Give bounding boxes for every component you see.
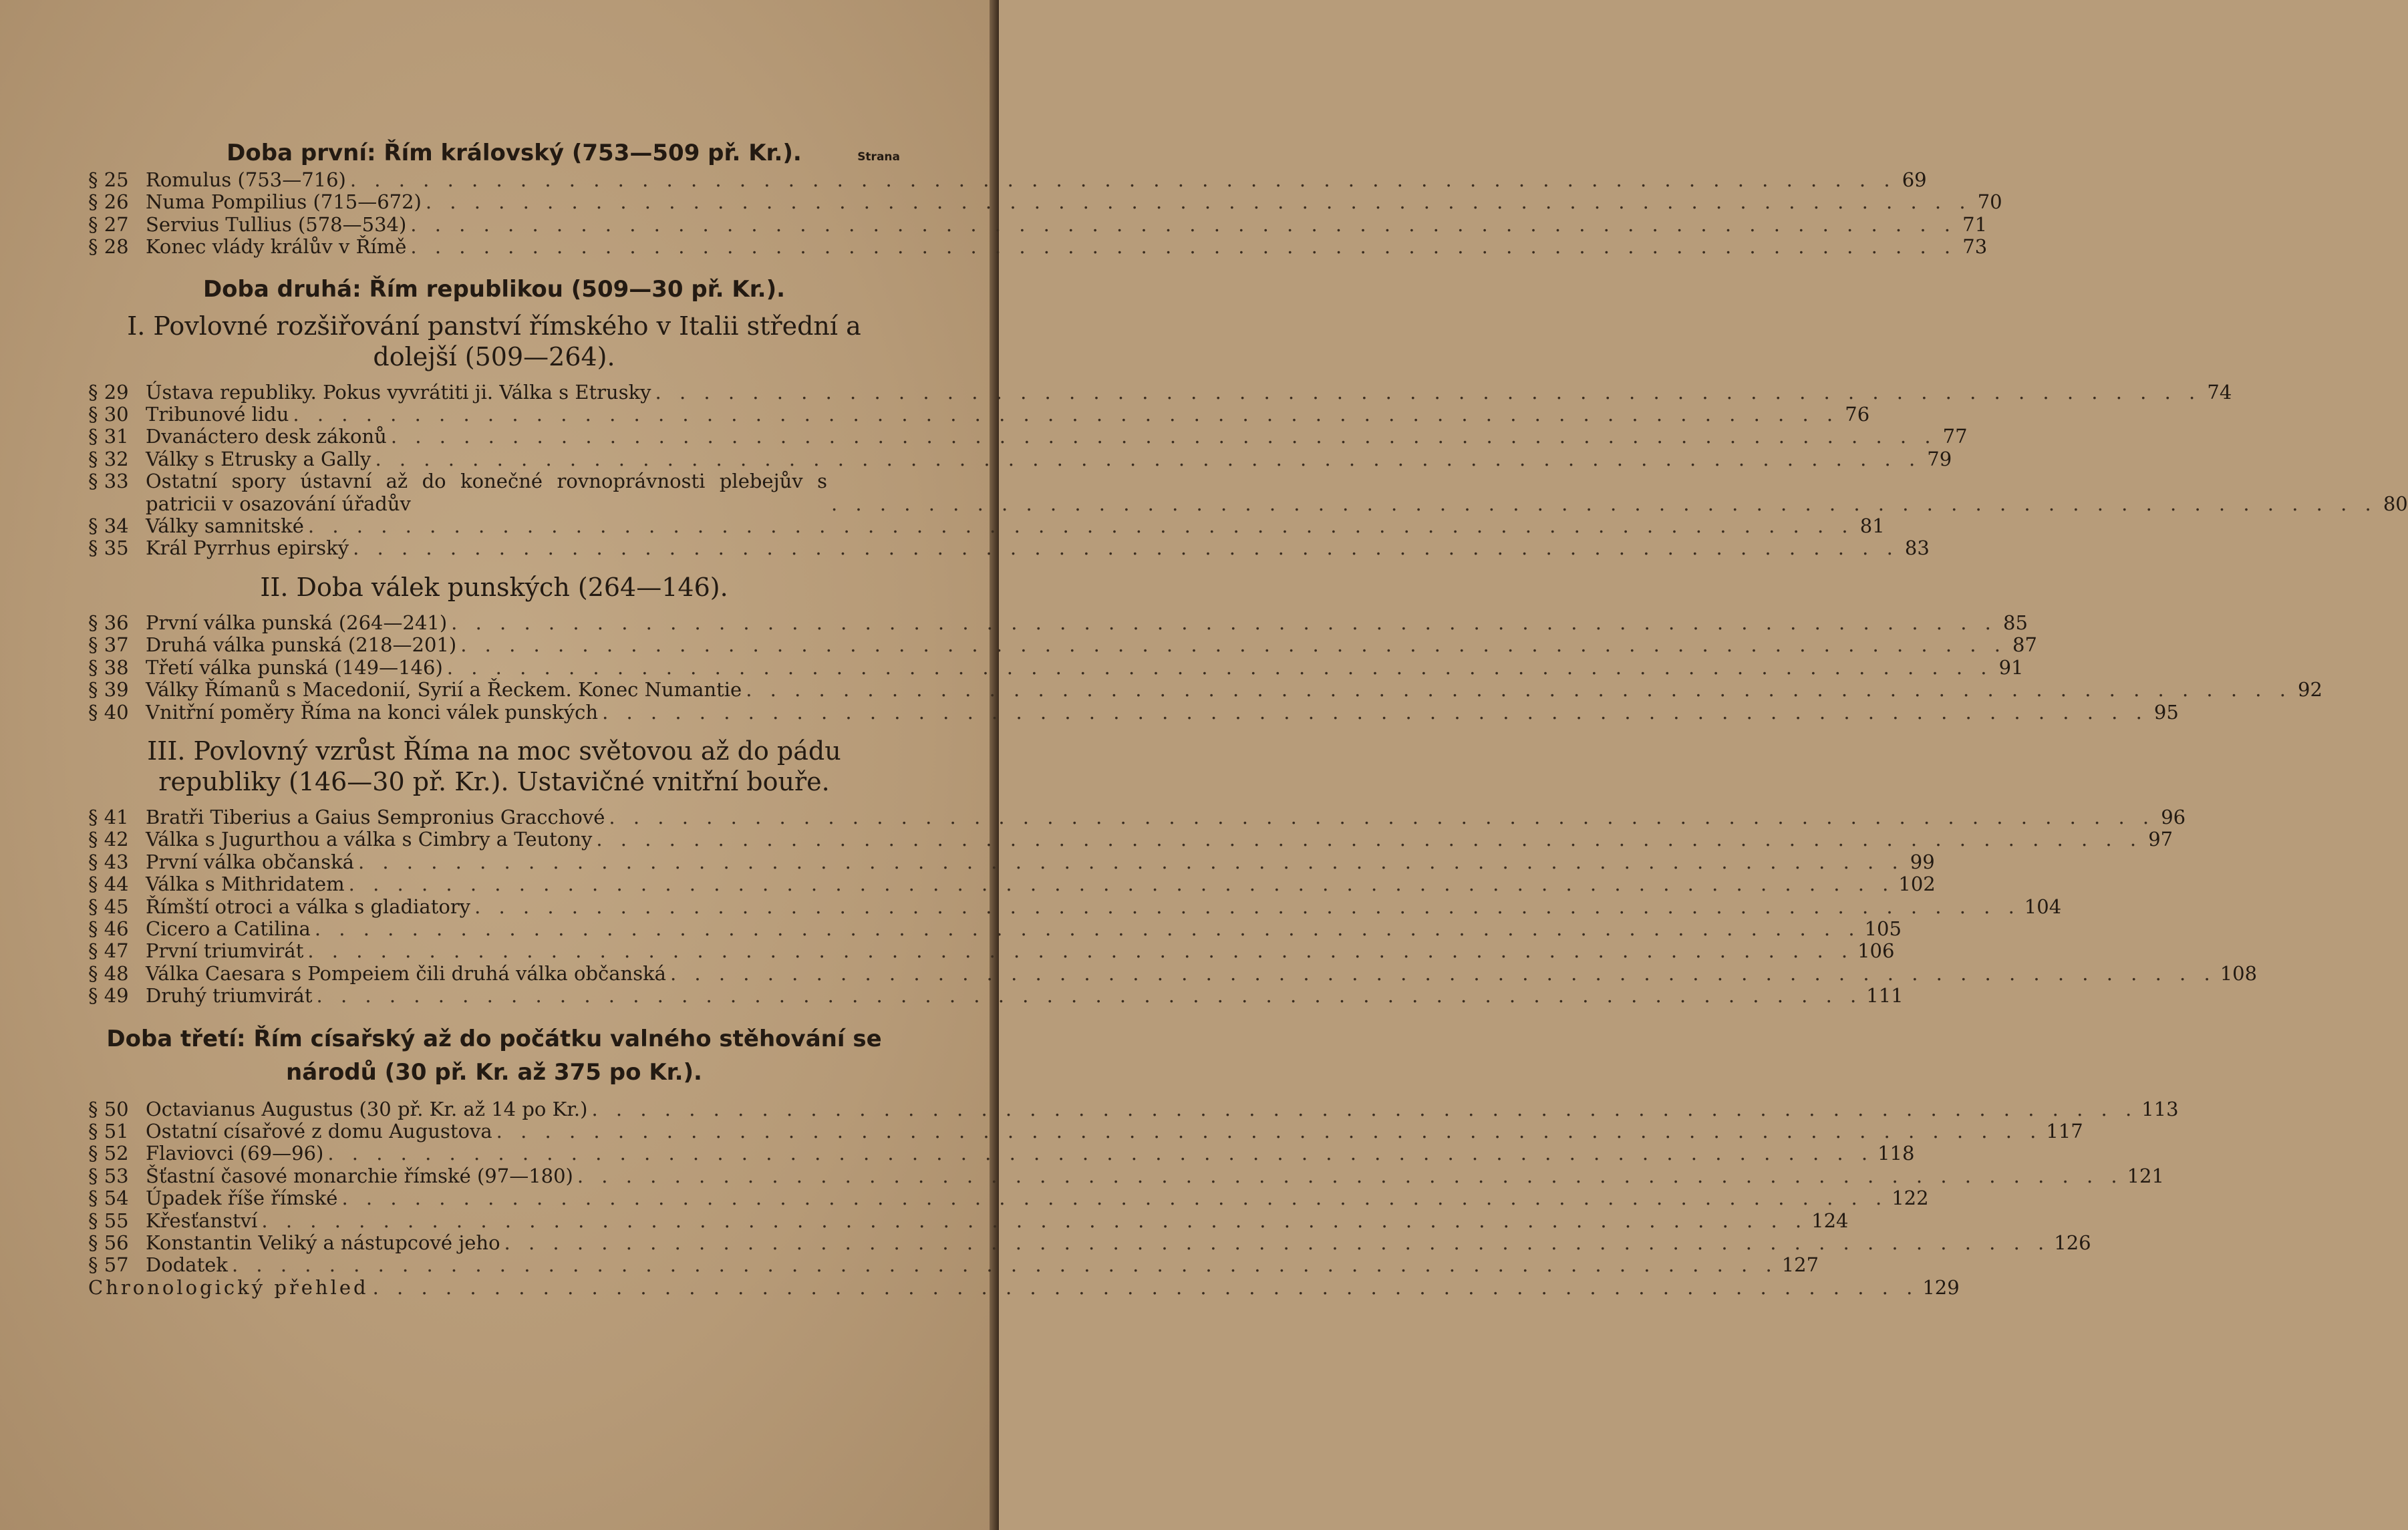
section3-entries bbox=[88, 805, 2258, 1008]
entry-page: 76 bbox=[1845, 403, 1870, 426]
toc-entry[interactable] bbox=[88, 1119, 2083, 1142]
entry-page: 126 bbox=[2054, 1231, 2091, 1254]
toc-entry[interactable] bbox=[88, 380, 2232, 404]
part1-heading bbox=[128, 137, 900, 169]
part3-entries bbox=[88, 1097, 2179, 1299]
toc-entry[interactable] bbox=[88, 700, 2179, 724]
toc-entry[interactable] bbox=[88, 235, 1988, 259]
part2-heading: Doba druhá: Řím republikou (509—30 př. Kr.). bbox=[202, 275, 786, 303]
entry-page: 104 bbox=[2024, 895, 2062, 918]
leader-dots bbox=[358, 851, 1904, 873]
leader-dots bbox=[261, 1210, 1807, 1232]
entry-title: Bratři Tiberius a Gaius Sempronius Gracchové bbox=[146, 805, 605, 828]
entry-number: § 57 bbox=[88, 1253, 129, 1277]
entry-page: 108 bbox=[2220, 961, 2258, 985]
leader-dots bbox=[746, 679, 2292, 701]
toc-entry[interactable] bbox=[88, 805, 2186, 828]
entry-page: 99 bbox=[1910, 850, 1935, 873]
leader-dots bbox=[426, 191, 1972, 213]
part3-heading: Doba třetí: Řím císařský až do počátku valného stěhování se národů (30 př. Kr. až 375 po Kr.). bbox=[106, 1025, 882, 1086]
entry-page: 97 bbox=[2148, 828, 2173, 851]
entry-number: § 33 bbox=[88, 470, 129, 493]
entry-number: § 28 bbox=[88, 235, 129, 259]
entry-title: Válka s Jugurthou a válka s Cimbry a Teutony bbox=[146, 828, 593, 851]
entry-page: 111 bbox=[1866, 984, 1904, 1008]
entry-title: Křesťanství bbox=[146, 1209, 258, 1232]
entry-number: § 47 bbox=[88, 939, 129, 963]
entry-page: 122 bbox=[1892, 1187, 1929, 1210]
leader-dots bbox=[609, 806, 2155, 828]
section1-heading: I. Povlovné rozšiřování panství římského v Italii střední a dolejší (509—264). bbox=[127, 311, 861, 371]
leader-dots bbox=[293, 404, 1839, 426]
entry-page: 129 bbox=[1922, 1275, 1960, 1299]
entry-page: 117 bbox=[2046, 1119, 2083, 1142]
entry-title: Ústava republiky. Pokus vyvrátiti ji. Válka s Etrusky bbox=[146, 380, 651, 404]
leader-dots bbox=[327, 1142, 1873, 1165]
entry-title: Úpadek říše římské bbox=[146, 1187, 338, 1210]
entry-title: Třetí válka punská (149—146) bbox=[146, 655, 443, 679]
entry-number: § 37 bbox=[88, 633, 129, 657]
entry-page: 124 bbox=[1811, 1209, 1849, 1232]
entry-page: 87 bbox=[2012, 633, 2037, 657]
entry-page: 92 bbox=[2298, 678, 2322, 702]
toc-entry[interactable] bbox=[88, 1187, 1929, 1210]
entry-number: § 34 bbox=[88, 514, 129, 538]
entry-number: § 51 bbox=[88, 1119, 129, 1142]
section1-entries bbox=[88, 380, 2408, 560]
leader-dots bbox=[460, 634, 2006, 656]
entry-page: 121 bbox=[2127, 1164, 2164, 1187]
entry-title: Dodatek bbox=[146, 1253, 228, 1277]
entry-title: Flaviovci (69—96) bbox=[146, 1142, 324, 1165]
entry-number: § 32 bbox=[88, 447, 129, 470]
leader-dots bbox=[504, 1232, 2051, 1254]
leader-dots bbox=[353, 537, 1899, 559]
entry-number: § 39 bbox=[88, 678, 129, 702]
toc-entry[interactable] bbox=[88, 873, 1936, 896]
entry-title: První triumvirát bbox=[146, 939, 304, 963]
toc-entry[interactable] bbox=[88, 447, 1952, 470]
entry-title: Ostatní spory ústavní až do konečné rovnoprávnosti plebejův s patricii v osazování úřadův bbox=[146, 470, 827, 515]
entry-title: Chronologický přehled bbox=[88, 1275, 369, 1299]
section2-entries bbox=[88, 611, 2322, 724]
entry-title: Dvanáctero desk zákonů bbox=[146, 425, 387, 448]
entry-title: Konstantin Veliký a nástupcové jeho bbox=[146, 1231, 500, 1254]
entry-title: Král Pyrrhus epirský bbox=[146, 537, 349, 560]
toc-entry[interactable] bbox=[88, 425, 1968, 448]
toc-entry[interactable] bbox=[88, 1097, 2179, 1120]
entry-number: § 54 bbox=[88, 1187, 129, 1210]
toc-entry[interactable] bbox=[88, 895, 2062, 918]
entry-number: § 43 bbox=[88, 850, 129, 873]
entry-title: Války samnitské bbox=[146, 514, 304, 538]
toc-entry[interactable] bbox=[88, 190, 2002, 214]
entry-title: Tribunové lidu bbox=[146, 403, 289, 426]
entry-page: 71 bbox=[1962, 212, 1988, 236]
entry-number: § 27 bbox=[88, 212, 129, 236]
toc-entry[interactable] bbox=[88, 1253, 1819, 1277]
leader-dots bbox=[350, 169, 1896, 191]
entry-title: Servius Tullius (578—534) bbox=[146, 212, 407, 236]
entry-page: 102 bbox=[1898, 873, 1936, 896]
leader-dots bbox=[451, 612, 1997, 634]
leader-dots bbox=[410, 236, 1956, 258]
entry-number: § 42 bbox=[88, 828, 129, 851]
entry-title: Cicero a Catilina bbox=[146, 917, 311, 940]
leader-dots bbox=[831, 493, 2377, 515]
leader-dots bbox=[317, 985, 1863, 1007]
leader-dots bbox=[670, 963, 2216, 985]
entry-title: Octavianus Augustus (30 př. Kr. až 14 po Kr.) bbox=[146, 1097, 588, 1120]
toc-entry[interactable] bbox=[88, 470, 2408, 515]
entry-page: 74 bbox=[2207, 380, 2232, 404]
entry-title: Ostatní císařové z domu Augustova bbox=[146, 1119, 492, 1142]
toc-entry[interactable] bbox=[88, 1164, 2164, 1187]
toc-entry[interactable] bbox=[88, 168, 1927, 191]
entry-title: Numa Pompilius (715—672) bbox=[146, 190, 422, 214]
entry-number: § 48 bbox=[88, 961, 129, 985]
leader-dots bbox=[474, 896, 2020, 918]
toc-entry[interactable] bbox=[88, 1209, 1849, 1232]
leader-dots bbox=[232, 1254, 1778, 1276]
toc-entry[interactable] bbox=[88, 537, 1930, 560]
part1-entries bbox=[88, 168, 2002, 259]
leader-dots bbox=[315, 918, 1861, 940]
entry-page: 127 bbox=[1781, 1253, 1819, 1277]
entry-number: § 45 bbox=[88, 895, 129, 918]
leader-dots bbox=[655, 381, 2202, 404]
toc-entry[interactable] bbox=[88, 212, 1988, 236]
toc-entry[interactable] bbox=[88, 403, 1870, 426]
leader-dots bbox=[375, 448, 1921, 470]
toc-entry[interactable] bbox=[88, 1142, 1915, 1165]
leader-dots bbox=[496, 1120, 2043, 1142]
entry-number: § 41 bbox=[88, 805, 129, 828]
entry-page: 106 bbox=[1857, 939, 1895, 963]
entry-number: § 29 bbox=[88, 380, 129, 404]
leader-dots bbox=[602, 702, 2148, 724]
toc-entry[interactable] bbox=[88, 1231, 2091, 1254]
entry-title: Druhá válka punská (218—201) bbox=[146, 633, 457, 657]
toc-entry[interactable] bbox=[88, 939, 1895, 963]
entry-title: Římští otroci a válka s gladiatory bbox=[146, 895, 471, 918]
entry-number: § 25 bbox=[88, 168, 129, 191]
entry-page: 73 bbox=[1962, 235, 1988, 259]
section3-heading: III. Povlovný vzrůst Říma na moc světovou až do pádu republiky (146—30 př. Kr.). Ustavičné vnitřní bouře. bbox=[147, 736, 841, 796]
entry-number: § 52 bbox=[88, 1142, 129, 1165]
leader-dots bbox=[308, 515, 1854, 537]
leader-dots bbox=[591, 1098, 2137, 1120]
entry-page: 70 bbox=[1977, 190, 2002, 214]
toc-entry[interactable] bbox=[88, 961, 2258, 985]
entry-page: 83 bbox=[1904, 537, 1930, 560]
entry-number: § 31 bbox=[88, 425, 129, 448]
toc-entry[interactable] bbox=[88, 984, 1904, 1008]
section2-heading: II. Doba válek punských (264—146). bbox=[260, 572, 728, 602]
entry-title: Vnitřní poměry Říma na konci válek punských bbox=[146, 700, 599, 724]
leader-dots bbox=[596, 828, 2142, 851]
entry-title: Války s Etrusky a Gally bbox=[146, 447, 371, 470]
entry-page: 105 bbox=[1864, 917, 1902, 940]
entry-number: § 53 bbox=[88, 1164, 129, 1187]
entry-page: 91 bbox=[1998, 655, 2024, 679]
entry-number: § 50 bbox=[88, 1097, 129, 1120]
entry-number: § 26 bbox=[88, 190, 129, 214]
table-of-contents bbox=[88, 137, 2408, 1299]
entry-number: § 46 bbox=[88, 917, 129, 940]
toc-entry[interactable] bbox=[88, 514, 1885, 538]
leader-dots bbox=[577, 1165, 2123, 1187]
entry-page: 80 bbox=[2383, 492, 2408, 515]
leader-dots bbox=[341, 1187, 1888, 1209]
toc-entry[interactable] bbox=[88, 611, 2028, 634]
entry-page: 85 bbox=[2003, 611, 2028, 634]
entry-title: Války Římanů s Macedonií, Syrií a Řeckem. Konec Numantie bbox=[146, 678, 742, 702]
toc-entry[interactable] bbox=[88, 917, 1902, 940]
entry-number: § 49 bbox=[88, 984, 129, 1008]
entry-title: Šťastní časové monarchie římské (97—180) bbox=[146, 1164, 573, 1187]
entry-number: § 30 bbox=[88, 403, 129, 426]
leader-dots bbox=[391, 426, 1937, 448]
toc-entry[interactable] bbox=[88, 828, 2173, 851]
leader-dots bbox=[447, 657, 1993, 679]
entry-page: 113 bbox=[2141, 1097, 2179, 1120]
entry-number: § 56 bbox=[88, 1231, 129, 1254]
entry-number: § 38 bbox=[88, 655, 129, 679]
toc-entry[interactable] bbox=[88, 633, 2037, 657]
toc-entry[interactable] bbox=[88, 655, 2024, 679]
entry-number: § 40 bbox=[88, 700, 129, 724]
entry-title: Válka s Mithridatem bbox=[146, 873, 345, 896]
entry-title: Válka Caesara s Pompeiem čili druhá válka občanská bbox=[146, 961, 666, 985]
entry-number: § 36 bbox=[88, 611, 129, 634]
entry-title: Konec vlády králův v Římě bbox=[146, 235, 407, 259]
toc-entry-chronology[interactable] bbox=[88, 1275, 1960, 1299]
entry-page: 96 bbox=[2161, 805, 2186, 828]
toc-entry[interactable] bbox=[88, 678, 2322, 702]
toc-entry[interactable] bbox=[88, 850, 1935, 873]
entry-page: 69 bbox=[1902, 168, 1927, 191]
entry-number: § 55 bbox=[88, 1209, 129, 1232]
entry-page: 79 bbox=[1927, 447, 1952, 470]
entry-page: 77 bbox=[1942, 425, 1968, 448]
entry-page: 95 bbox=[2153, 700, 2179, 724]
leader-dots bbox=[373, 1277, 1919, 1299]
entry-title: První válka občanská bbox=[146, 850, 354, 873]
leader-dots bbox=[410, 214, 1956, 236]
leader-dots bbox=[349, 873, 1895, 895]
entry-number: § 44 bbox=[88, 873, 129, 896]
entry-page: 81 bbox=[1859, 514, 1885, 538]
entry-title: Romulus (753—716) bbox=[146, 168, 346, 191]
entry-number: § 35 bbox=[88, 537, 129, 560]
page-column-label: Strana bbox=[857, 150, 900, 164]
part1-heading-text: Doba první: Řím královský (753—509 př. Kr.). bbox=[227, 140, 802, 166]
leader-dots bbox=[307, 940, 1853, 962]
entry-title: Druhý triumvirát bbox=[146, 984, 313, 1008]
entry-page: 118 bbox=[1877, 1142, 1915, 1165]
entry-title: První válka punská (264—241) bbox=[146, 611, 448, 634]
